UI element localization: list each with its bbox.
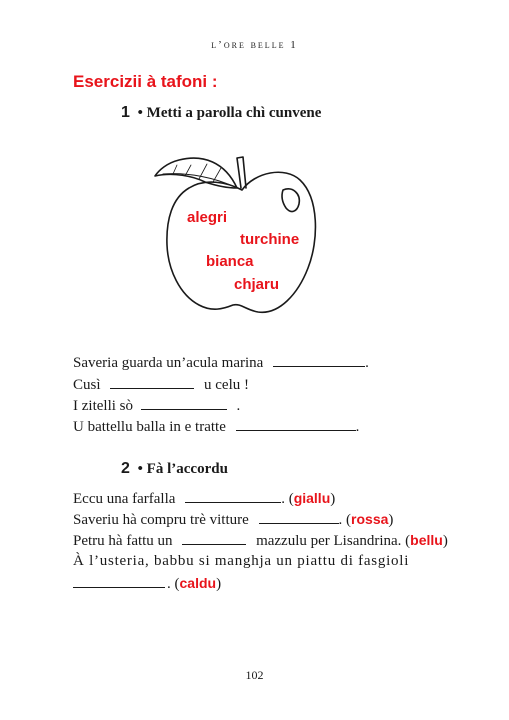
hint-word: caldu	[179, 575, 217, 591]
exercise-1-line	[73, 398, 240, 415]
answer-blank[interactable]	[182, 543, 246, 545]
line-text: u celu !	[204, 377, 249, 393]
line-text: .	[236, 398, 241, 414]
line-text: )	[330, 491, 336, 507]
line-text: . (	[167, 576, 180, 592]
line-text: )	[442, 533, 448, 549]
apple-stem	[237, 157, 246, 188]
line-text: Eccu una farfalla	[73, 491, 176, 507]
word-option: turchine	[240, 231, 300, 248]
exercise-1-bullet: •	[137, 105, 143, 121]
exercise-1-title: Metti a parolla chì cunvene	[146, 105, 322, 121]
line-text: Saveriu hà compru trè vitture	[73, 512, 249, 528]
line-text: Cusì	[73, 377, 101, 393]
answer-blank[interactable]	[73, 586, 165, 588]
line-text: I zitelli sò	[73, 398, 133, 414]
line-text: )	[388, 512, 394, 528]
running-head: l’ore belle 1	[211, 39, 298, 51]
exercise-2-title: Fà l’accordu	[146, 461, 228, 477]
answer-blank[interactable]	[259, 522, 339, 524]
line-text: Saveria guarda un’acula marina	[73, 355, 264, 371]
line-text: Petru hà fattu un	[73, 533, 173, 549]
exercise-1-number: 1	[121, 104, 130, 121]
exercise-2-bullet: •	[137, 461, 143, 477]
word-option: chjaru	[234, 276, 280, 293]
exercise-2-line	[73, 575, 221, 593]
exercise-2-line	[73, 511, 393, 529]
exercise-1-heading	[121, 104, 321, 122]
exercise-2-line	[73, 490, 335, 508]
hint-word: bellu	[410, 532, 443, 548]
word-option: bianca	[206, 253, 254, 270]
answer-blank[interactable]	[273, 365, 365, 367]
hint-word: giallu	[293, 490, 331, 506]
exercise-2-line	[73, 532, 448, 550]
exercise-2-line	[73, 553, 409, 570]
page-number: 102	[245, 668, 264, 682]
line-text: U battellu balla in e tratte	[73, 419, 226, 435]
exercise-1-line	[73, 377, 249, 394]
answer-blank[interactable]	[110, 387, 194, 389]
answer-blank[interactable]	[236, 429, 356, 431]
line-text: .	[355, 419, 360, 435]
exercise-2-number: 2	[121, 460, 130, 477]
answer-blank[interactable]	[185, 501, 281, 503]
apple-highlight	[282, 189, 299, 212]
line-text: . (	[281, 491, 294, 507]
line-text: .	[365, 355, 369, 371]
line-text: mazzulu per Lisandrina. (	[256, 533, 411, 549]
word-option: alegri	[187, 209, 228, 226]
line-text: . (	[338, 512, 352, 528]
section-title: Esercizii à tafoni :	[73, 72, 218, 91]
answer-blank[interactable]	[141, 408, 227, 410]
line-text: À l’usteria, babbu si manghja un piattu di fasgioli	[73, 553, 410, 569]
hint-word: rossa	[351, 511, 389, 527]
exercise-1-line	[73, 355, 369, 372]
exercise-2-heading	[121, 460, 228, 478]
exercise-1-line	[73, 419, 359, 436]
line-text: )	[216, 576, 222, 592]
